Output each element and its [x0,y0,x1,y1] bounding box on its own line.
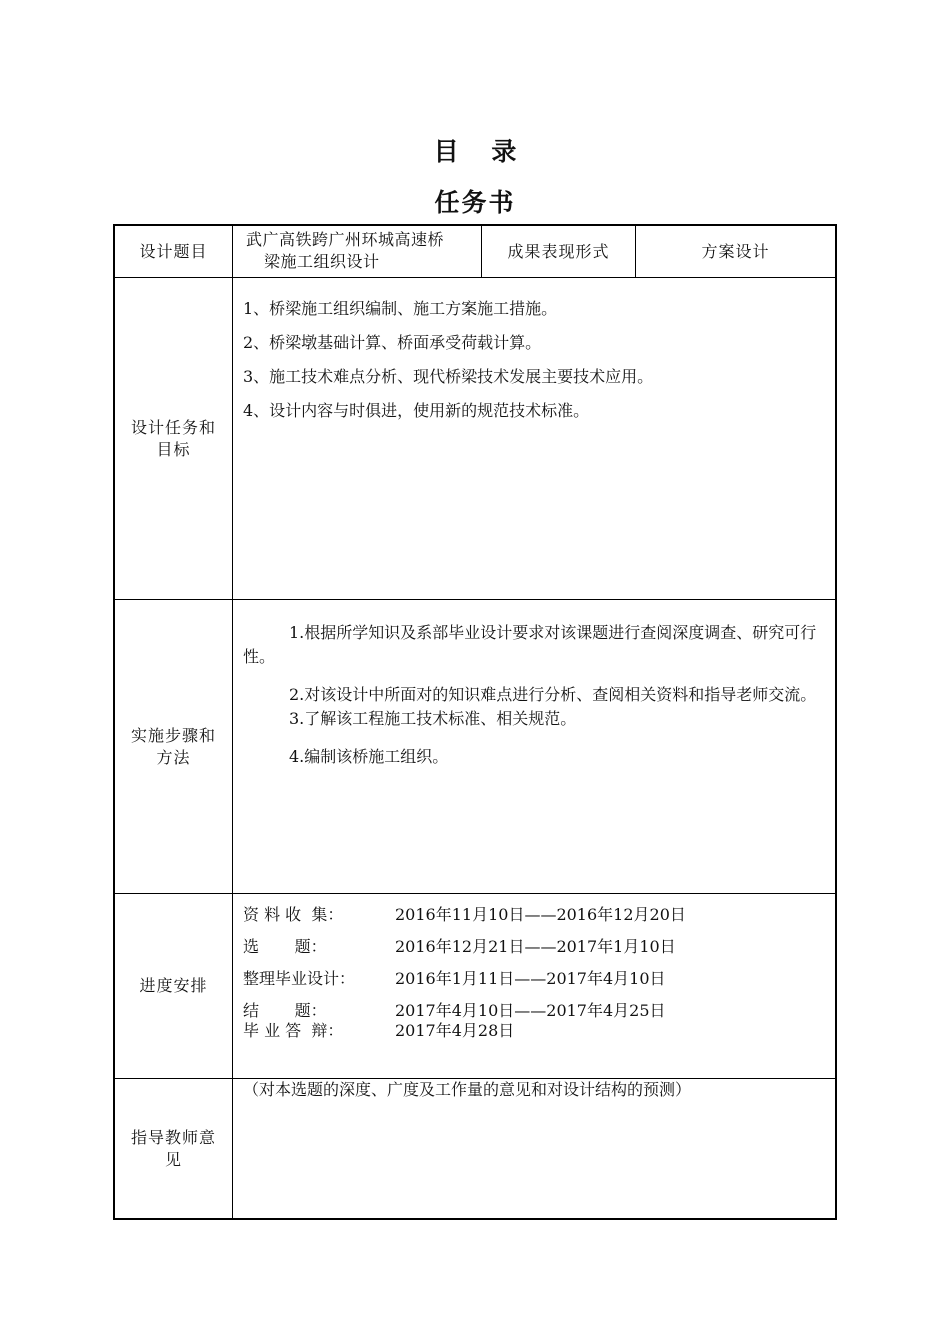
schedule-key: 毕 业 答 辩： [243,1021,344,1040]
toc-title: 目 录 [433,137,529,166]
task-table [113,224,837,1220]
advisor-label-cell [115,1079,232,1218]
schedule-key: 整理毕业设计： [243,969,356,988]
steps-content-cell [233,600,835,893]
tasks-label-line2: 目标 [156,439,191,459]
schedule-content-cell [233,894,835,1078]
schedule-key: 结 题： [243,1001,327,1020]
task-item: 4、设计内容与时俱进，使用新的规范技术标准。 [243,401,590,420]
tasks-label-line1: 设计任务和 [130,417,216,437]
schedule-row [243,1000,666,1022]
tasks-label-cell [115,278,232,599]
result-label: 成果表现形式 [507,241,610,261]
schedule-value: 2016年1月11日——2017年4月10日 [395,969,666,988]
topic-value-line1: 武广高铁跨广州环城高速桥 [246,230,445,249]
task-title: 任务书 [434,188,516,217]
tasks-content-cell [233,278,835,599]
schedule-key: 选 题： [243,937,327,956]
schedule-row [243,936,676,958]
step-item: 2.对该设计中所面对的知识难点进行分析、查阅相关资料和指导老师交流。 [289,685,817,704]
advisor-note: （对本选题的深度、广度及工作量的意见和对设计结构的预测） [243,1080,692,1099]
result-value: 方案设计 [701,241,770,261]
schedule-value: 2016年12月21日——2017年1月10日 [395,937,676,956]
steps-label-cell [115,600,232,893]
schedule-row [243,1020,514,1042]
topic-label-cell [115,226,232,277]
schedule-value: 2017年4月10日——2017年4月25日 [395,1001,666,1020]
step-item: 1.根据所学知识及系部毕业设计要求对该课题进行查阅深度调查、研究可行性。 [243,623,817,666]
step-item: 4.编制该桥施工组织。 [289,747,449,766]
advisor-label-line2: 见 [164,1149,182,1169]
task-item: 3、施工技术难点分析、现代桥梁技术发展主要技术应用。 [243,367,654,386]
advisor-content-cell [233,1079,835,1218]
schedule-value: 2017年4月28日 [395,1021,515,1040]
result-value-cell [636,226,835,277]
schedule-row [243,968,666,990]
schedule-key: 资 料 收 集： [243,905,344,924]
task-item: 1、桥梁施工组织编制、施工方案施工措施。 [243,299,558,318]
steps-label-line1: 实施步骤和 [130,725,216,745]
schedule-label-cell [115,894,232,1078]
steps-label-line2: 方法 [156,747,191,767]
result-label-cell [482,226,635,277]
schedule-row [243,904,686,926]
task-item: 2、桥梁墩基础计算、桥面承受荷载计算。 [243,333,542,352]
schedule-label: 进度安排 [139,976,208,995]
advisor-label-line1: 指导教师意 [130,1127,216,1147]
schedule-value: 2016年11月10日——2016年12月20日 [395,905,686,924]
topic-value-line2: 梁施工组织设计 [264,252,380,271]
topic-value-cell [233,226,481,277]
topic-label: 设计题目 [139,241,208,261]
step-item: 3.了解该工程施工技术标准、相关规范。 [289,709,577,728]
